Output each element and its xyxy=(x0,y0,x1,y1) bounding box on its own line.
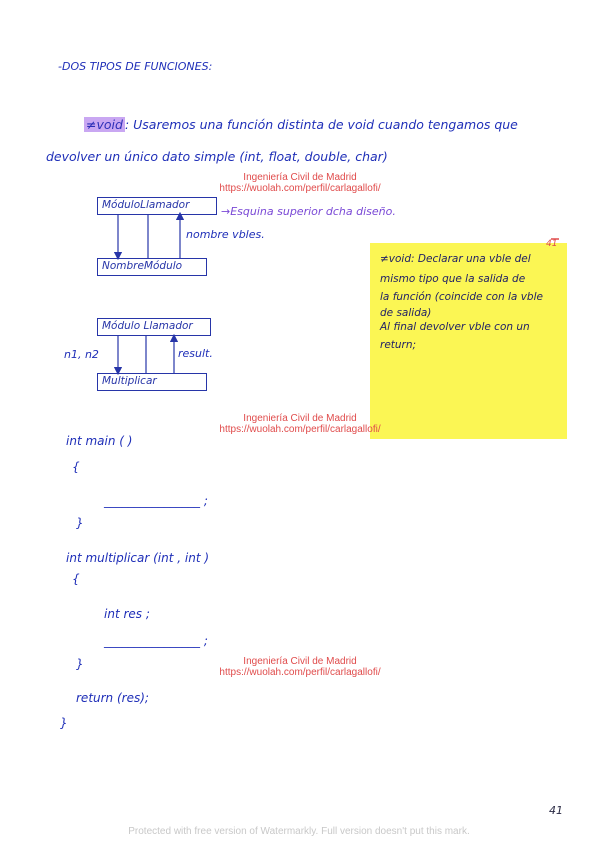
diagram1-annotation: →Esquina superior dcha diseño. xyxy=(221,205,396,218)
diagram2-top-label: Módulo Llamador xyxy=(102,320,193,332)
watermark-line-2: https://wuolah.com/perfil/carlagallofi/ xyxy=(219,424,381,435)
diagram2-bottom-label: Multiplicar xyxy=(102,375,157,387)
watermark xyxy=(200,413,400,435)
watermark xyxy=(200,656,400,678)
diagram1-side-label: nombre vbles. xyxy=(186,228,265,241)
sticky-note-line: return; xyxy=(380,339,417,351)
watermark-line-1: Ingeniería Civil de Madrid xyxy=(243,656,357,667)
diagram1-top-label: MóduloLlamador xyxy=(102,199,190,211)
code-open-brace: { xyxy=(72,572,80,586)
watermark-line-2: https://wuolah.com/perfil/carlagallofi/ xyxy=(219,667,381,678)
section-heading: -DOS TIPOS DE FUNCIONES: xyxy=(58,60,213,73)
diagram2-bottom-box xyxy=(97,373,207,391)
code-blank-statement: ________________ ; xyxy=(104,634,208,648)
sticky-note-line: ≠void: Declarar una vble del xyxy=(380,253,531,265)
diagram1-bottom-label: NombreMódulo xyxy=(102,260,183,272)
code-res-declaration: int res ; xyxy=(104,607,150,621)
code-close-brace: } xyxy=(76,657,84,671)
diagram1-top-box xyxy=(97,197,217,215)
code-close-brace: } xyxy=(60,716,68,730)
sticky-note-line: de salida) xyxy=(380,307,432,319)
footer-notice: Protected with free version of Watermarkly. Full version doesn't put this mark. xyxy=(128,826,470,837)
code-open-brace: { xyxy=(72,460,80,474)
diagram2-left-label: n1, n2 xyxy=(64,348,99,361)
watermark-line-1: Ingeniería Civil de Madrid xyxy=(243,413,357,424)
code-main-signature: int main ( ) xyxy=(66,434,133,448)
code-blank-statement: ________________ ; xyxy=(104,494,208,508)
diagram1-bottom-box xyxy=(97,258,207,276)
void-highlight: ≠void xyxy=(86,117,123,132)
sticky-note-corner-mark: 41 xyxy=(546,239,558,249)
watermark-line-1: Ingeniería Civil de Madrid xyxy=(243,172,357,183)
paragraph-line-1-text: : Usaremos una función distinta de void cuando tengamos que xyxy=(124,117,518,132)
diagram2-right-label: result. xyxy=(178,347,213,360)
sticky-note-line: mismo tipo que la salida de xyxy=(380,273,526,285)
code-multiplicar-signature: int multiplicar (int , int ) xyxy=(66,551,210,565)
diagram2-top-box xyxy=(97,318,211,336)
sticky-note-line: la función (coincide con la vble xyxy=(380,291,543,303)
paragraph-line-2: devolver un único dato simple (int, float, double, char) xyxy=(46,149,388,164)
code-close-brace: } xyxy=(76,516,84,530)
page-number: 41 xyxy=(549,804,563,817)
watermark-line-2: https://wuolah.com/perfil/carlagallofi/ xyxy=(219,183,381,194)
code-return-statement: return (res); xyxy=(76,691,149,705)
sticky-note-line: Al final devolver vble con un xyxy=(380,321,530,333)
sticky-note xyxy=(370,239,567,439)
